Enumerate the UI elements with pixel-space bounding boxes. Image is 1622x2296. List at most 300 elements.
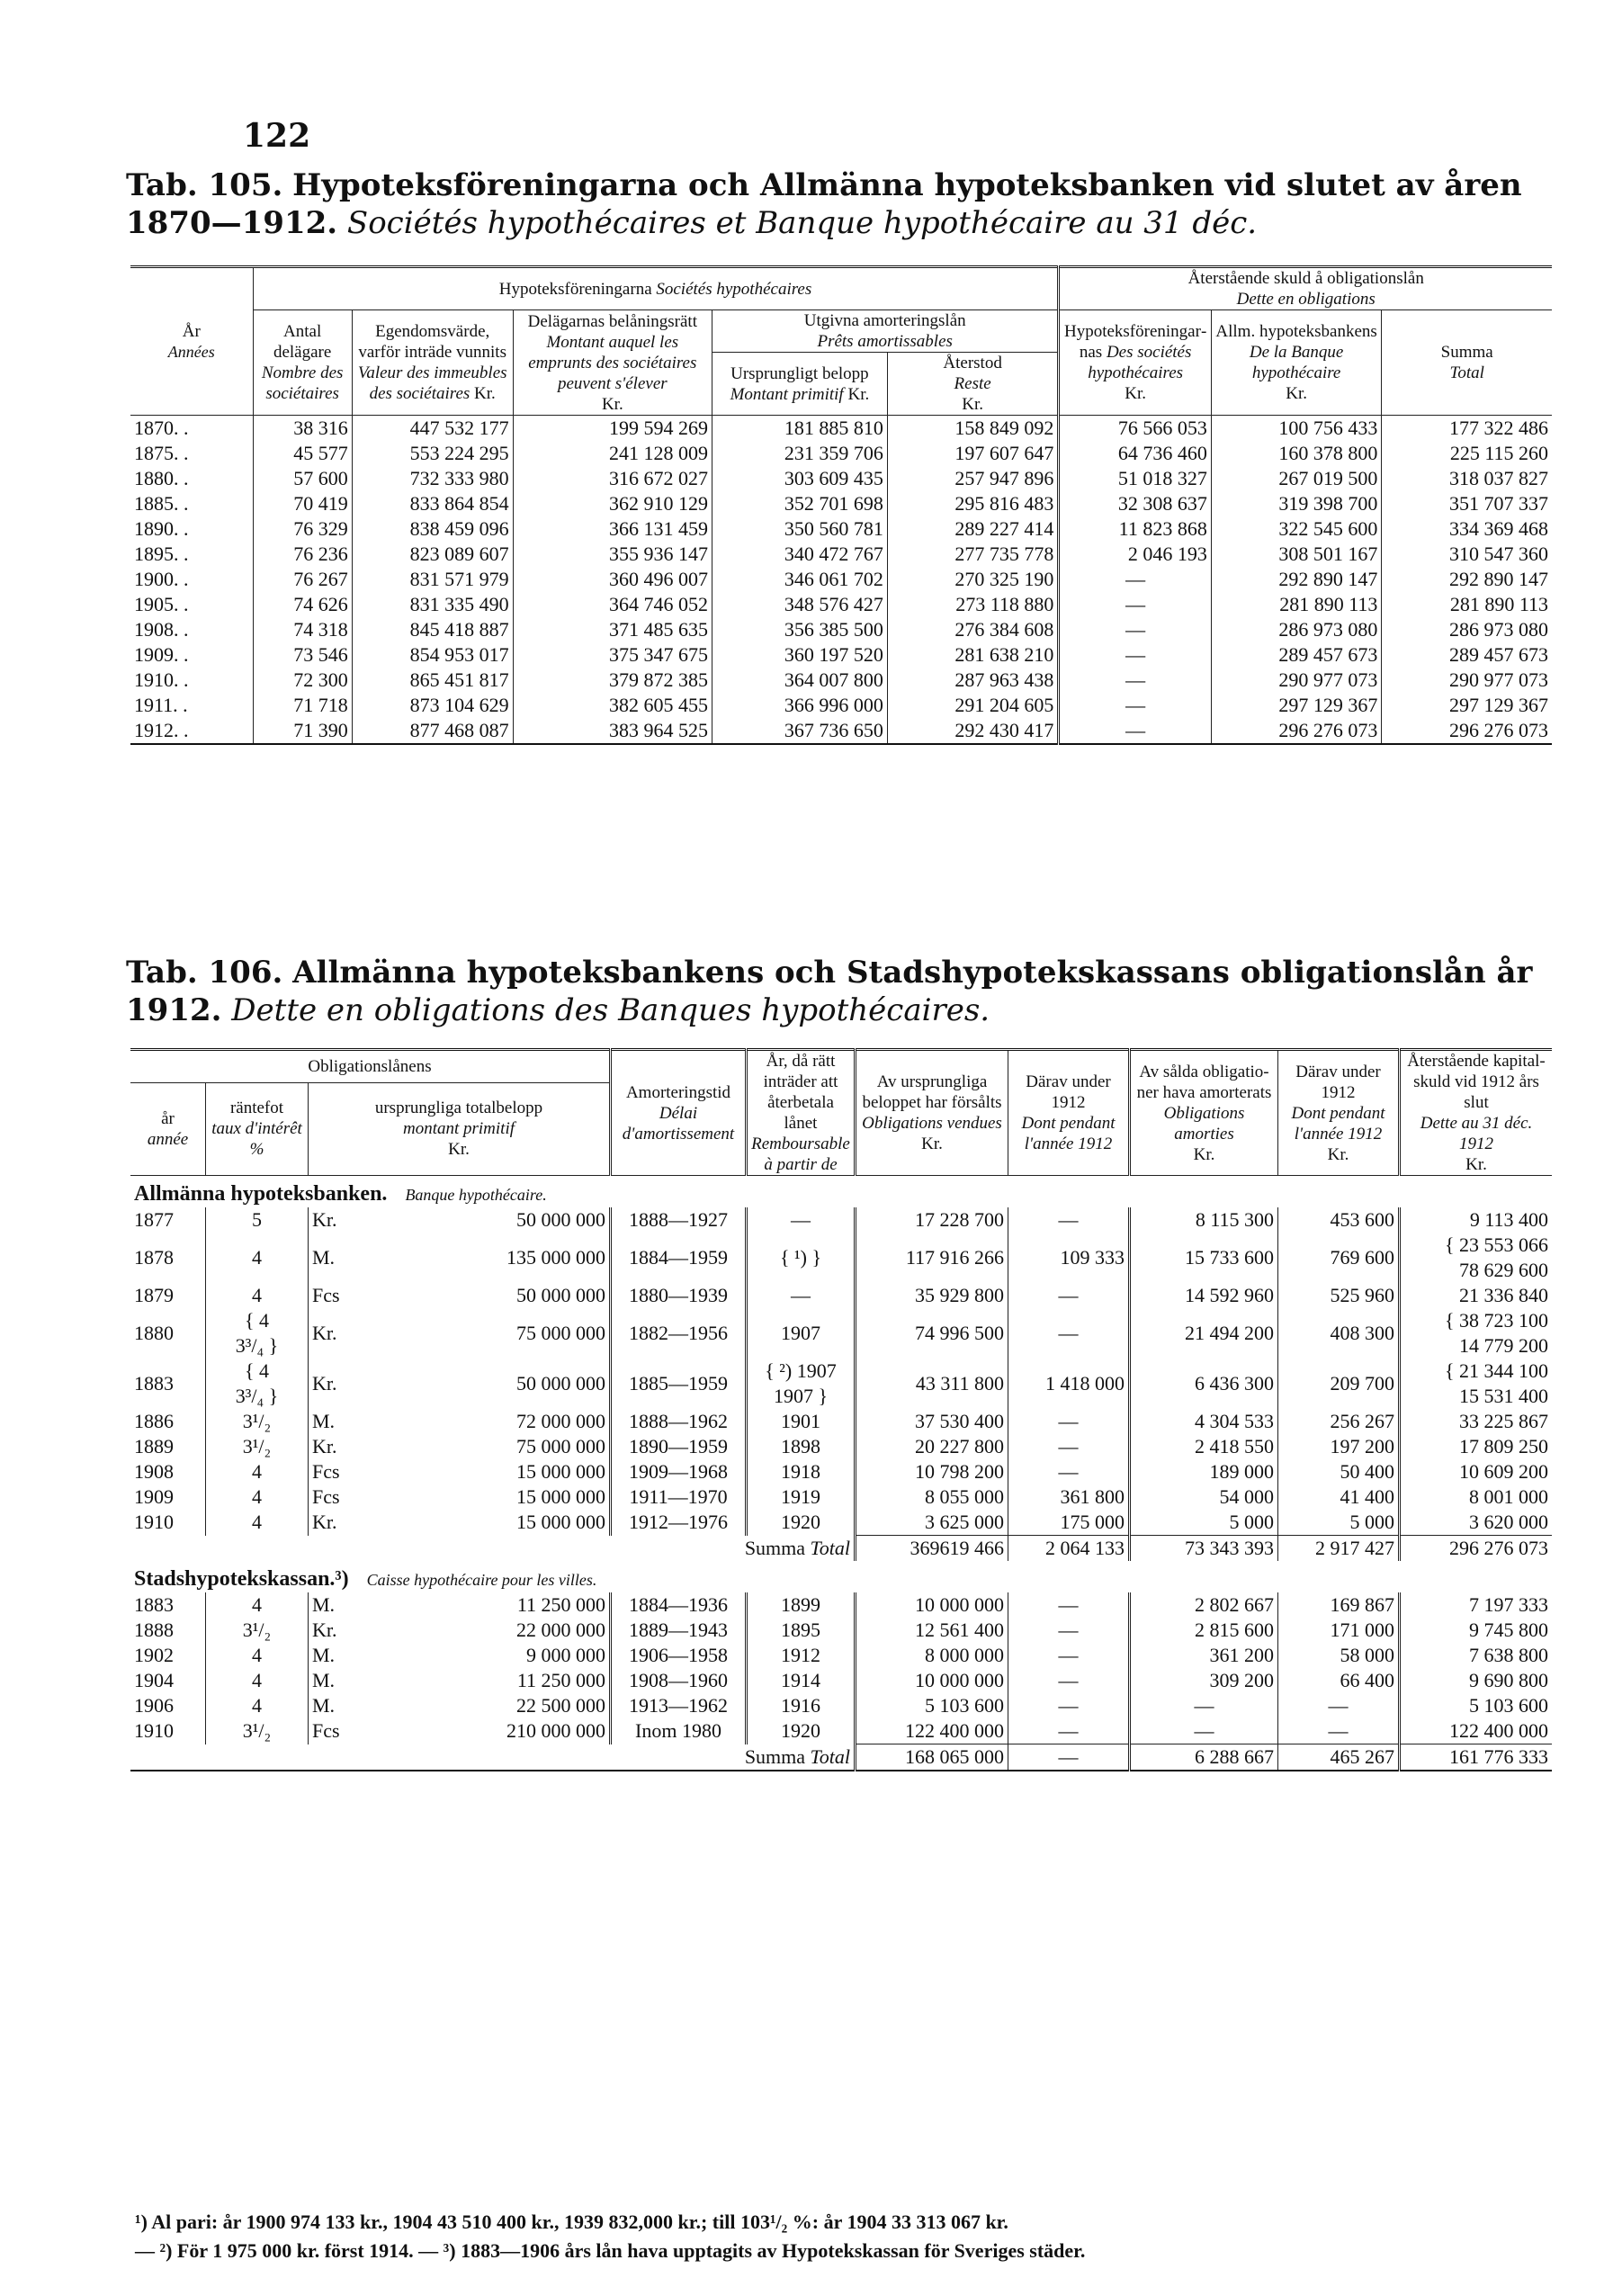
table-row [130, 642, 1552, 668]
remaining-cell [1400, 1233, 1553, 1283]
bank-debt-cell: 100 756 433 [1211, 416, 1382, 442]
credit-cell: 199 594 269 [513, 416, 712, 442]
sum-cell: 465 267 [1278, 1744, 1400, 1771]
redeem-cell: 1920 [747, 1718, 856, 1744]
sold-1912-cell: — [1008, 1308, 1130, 1359]
orig-cell: 356 385 500 [712, 617, 887, 642]
members-cell: 72 300 [253, 668, 352, 693]
credit-cell: 375 347 675 [513, 642, 712, 668]
year-cell: 1886 [134, 1410, 174, 1432]
col-credit: Delägarnas belåningsrätt Montant auquel les emprunts des sociétaires peuvent s'élever Kr. [513, 310, 712, 416]
total-cell: 286 973 080 [1382, 617, 1552, 642]
table-106-body [130, 1176, 1552, 1771]
table-row [130, 1592, 1552, 1618]
col-of1912b: Därav under 1912 Dont pendant l'année 1912 Kr. [1278, 1050, 1400, 1176]
members-cell: 71 390 [253, 718, 352, 744]
amortized-cell: 14 592 960 [1130, 1283, 1278, 1308]
sold-1912-cell: 1 418 000 [1008, 1359, 1130, 1409]
value-cell: 877 468 087 [352, 718, 513, 744]
table-row [130, 1618, 1552, 1643]
amortized-1912-cell: 5 000 [1278, 1510, 1400, 1536]
redeem-cell [747, 1359, 856, 1409]
rem-cell: 291 204 605 [887, 693, 1059, 718]
year-cell: 1909. . [134, 643, 189, 666]
orig-amount-cell: 50 000 000 [516, 1372, 605, 1395]
sold-cell: 12 561 400 [856, 1618, 1008, 1643]
currency-cell: Fcs [309, 1484, 383, 1510]
remaining-cell-line: 14 779 200 [1459, 1334, 1548, 1357]
rate-cell: 3¹/₂ [206, 1718, 309, 1744]
orig-amount-cell: 50 000 000 [516, 1284, 605, 1306]
redeem-cell: — [747, 1207, 856, 1233]
redeem-cell: 1920 [747, 1510, 856, 1536]
rem-cell: 276 384 608 [887, 617, 1059, 642]
members-cell: 70 419 [253, 491, 352, 516]
sold-1912-cell: — [1008, 1283, 1130, 1308]
year-cell: 1912. . [134, 719, 189, 741]
remaining-cell-line: { 38 723 100 [1444, 1309, 1548, 1332]
credit-cell: 364 746 052 [513, 592, 712, 617]
amortized-cell: 2 815 600 [1130, 1618, 1278, 1643]
currency-cell: Fcs [309, 1459, 383, 1484]
tab105-heading [126, 166, 1556, 242]
table-105-body [130, 416, 1552, 745]
rate-cell: 4 [206, 1283, 309, 1308]
orig-cell: 340 472 767 [712, 542, 887, 567]
members-cell: 74 318 [253, 617, 352, 642]
value-cell: 732 333 980 [352, 466, 513, 491]
col-orig-106: ursprungliga totalbelopp montant primitif Kr. [309, 1082, 611, 1175]
amort-period-cell: 1906—1958 [611, 1643, 747, 1668]
sum-cell: 2 917 427 [1278, 1536, 1400, 1562]
amortized-1912-cell: 41 400 [1278, 1484, 1400, 1510]
table-row [130, 617, 1552, 642]
sum-cell: 296 276 073 [1400, 1536, 1553, 1562]
amortized-1912-cell: — [1278, 1693, 1400, 1718]
orig-cell: 348 576 427 [712, 592, 887, 617]
bank-debt-cell: 160 378 800 [1211, 441, 1382, 466]
amortized-cell: 15 733 600 [1130, 1233, 1278, 1283]
table-row [130, 516, 1552, 542]
members-cell: 57 600 [253, 466, 352, 491]
bank-debt-cell: 319 398 700 [1211, 491, 1382, 516]
section-title: Stadshypotekskassan.³) [134, 1567, 349, 1591]
amortized-cell: 309 200 [1130, 1668, 1278, 1693]
sum-row [130, 1536, 1552, 1562]
credit-cell: 371 485 635 [513, 617, 712, 642]
bank-debt-cell: 297 129 367 [1211, 693, 1382, 718]
bank-debt-cell: 289 457 673 [1211, 642, 1382, 668]
group-loans-106: Obligationslånens [130, 1050, 611, 1083]
rate-cell: 4 [206, 1510, 309, 1536]
redeem-cell: 1898 [747, 1434, 856, 1459]
orig-amount-cell: 135 000 000 [506, 1246, 605, 1269]
table-row [130, 1434, 1552, 1459]
table-row [130, 1668, 1552, 1693]
credit-cell: 241 128 009 [513, 441, 712, 466]
currency-cell: Kr. [309, 1308, 383, 1359]
currency-cell: Kr. [309, 1207, 383, 1233]
rate-cell: 4 [206, 1693, 309, 1718]
sold-1912-cell: — [1008, 1618, 1130, 1643]
rem-cell: 287 963 438 [887, 668, 1059, 693]
orig-cell: 360 197 520 [712, 642, 887, 668]
rate-cell: 5 [206, 1207, 309, 1233]
rem-cell: 281 638 210 [887, 642, 1059, 668]
total-cell: 290 977 073 [1382, 668, 1552, 693]
year-cell: 1908. . [134, 618, 189, 641]
tab106-heading [126, 954, 1556, 1029]
year-cell: 1880. . [134, 467, 189, 489]
total-cell: 310 547 360 [1382, 542, 1552, 567]
currency-cell: Kr. [309, 1359, 383, 1409]
col-year-106: år année [147, 1108, 189, 1149]
sum-row [130, 1744, 1552, 1771]
section-title-fr: Caisse hypothécaire pour les villes. [366, 1571, 597, 1589]
sum-label [130, 1536, 856, 1562]
rate-cell [206, 1359, 309, 1409]
amortized-cell: 361 200 [1130, 1643, 1278, 1668]
table-row [130, 441, 1552, 466]
value-cell: 854 953 017 [352, 642, 513, 668]
section-allmanna: Allmänna hypoteksbanken. Banque hypothécaire. [134, 1182, 547, 1206]
sold-1912-cell: 109 333 [1008, 1233, 1130, 1283]
sum-cell: 369619 466 [856, 1536, 1008, 1562]
amortized-cell: 54 000 [1130, 1484, 1278, 1510]
year-cell: 1870. . [134, 417, 189, 439]
total-cell: 296 276 073 [1382, 718, 1552, 744]
amortized-1912-cell: 66 400 [1278, 1668, 1400, 1693]
amort-period-cell: 1889—1943 [611, 1618, 747, 1643]
orig-amount-cell: 15 000 000 [516, 1511, 605, 1534]
year-cell: 1910 [134, 1511, 174, 1534]
amort-period-cell: 1908—1960 [611, 1668, 747, 1693]
table-row [130, 693, 1552, 718]
col-rem: Återstod Reste Kr. [887, 353, 1059, 416]
rem-cell: 295 816 483 [887, 491, 1059, 516]
rem-cell: 289 227 414 [887, 516, 1059, 542]
sum-cell: — [1008, 1744, 1130, 1771]
redeem-cell: { ¹) } [747, 1233, 856, 1283]
currency-cell: Kr. [309, 1618, 383, 1643]
amortized-cell: 5 000 [1130, 1510, 1278, 1536]
total-cell: 289 457 673 [1382, 642, 1552, 668]
sold-cell: 35 929 800 [856, 1283, 1008, 1308]
credit-cell: 360 496 007 [513, 567, 712, 592]
total-cell: 318 037 827 [1382, 466, 1552, 491]
rate-cell: 4 [206, 1668, 309, 1693]
soc-debt-cell: 76 566 053 [1059, 416, 1211, 442]
sold-1912-cell: — [1008, 1693, 1130, 1718]
amortized-cell: 6 436 300 [1130, 1359, 1278, 1409]
soc-debt-cell: — [1059, 617, 1211, 642]
table-row [130, 542, 1552, 567]
section-stadshypotek [130, 1561, 1552, 1592]
tab105-subtitle: Sociétés hypothécaires et Banque hypothécaire au 31 déc. [346, 205, 1258, 241]
tab106-subtitle: Dette en obligations des Banques hypothécaires. [231, 992, 990, 1028]
remaining-cell: 5 103 600 [1400, 1693, 1553, 1718]
col-members: Antal delägare Nombre des sociétaires [253, 310, 352, 416]
redeem-cell-line: 1907 } [773, 1385, 829, 1407]
members-cell: 73 546 [253, 642, 352, 668]
sold-cell: 8 000 000 [856, 1643, 1008, 1668]
soc-debt-cell: — [1059, 567, 1211, 592]
orig-amount-cell: 15 000 000 [516, 1485, 605, 1508]
sold-1912-cell: — [1008, 1434, 1130, 1459]
amortized-cell: 2 418 550 [1130, 1434, 1278, 1459]
total-cell: 292 890 147 [1382, 567, 1552, 592]
rate-cell-line: { 4 [244, 1309, 270, 1332]
year-cell: 1883 [134, 1593, 174, 1616]
rem-cell: 197 607 647 [887, 441, 1059, 466]
remaining-cell: 122 400 000 [1400, 1718, 1553, 1744]
year-cell: 1904 [134, 1669, 174, 1691]
credit-cell: 355 936 147 [513, 542, 712, 567]
sum-cell: 6 288 667 [1130, 1744, 1278, 1771]
sold-1912-cell: 361 800 [1008, 1484, 1130, 1510]
rem-cell: 158 849 092 [887, 416, 1059, 442]
remaining-cell: 8 001 000 [1400, 1484, 1553, 1510]
year-cell: 1905. . [134, 593, 189, 615]
members-cell: 45 577 [253, 441, 352, 466]
col-redeem: År, då rätt inträder att återbetala lånet Remboursable à partir de [747, 1050, 856, 1176]
table-row [130, 668, 1552, 693]
col-total: Summa Total [1382, 310, 1552, 416]
amortized-1912-cell: 769 600 [1278, 1233, 1400, 1283]
table-106 [130, 1048, 1552, 1771]
soc-debt-cell: 64 736 460 [1059, 441, 1211, 466]
redeem-cell-line: { ²) 1907 [765, 1359, 837, 1382]
col-soc: Hypoteksföreningarnas Des sociétés hypothécaires Kr. [1059, 310, 1211, 416]
soc-debt-cell: — [1059, 592, 1211, 617]
bank-debt-cell: 296 276 073 [1211, 718, 1382, 744]
redeem-cell: 1918 [747, 1459, 856, 1484]
currency-cell: M. [309, 1668, 383, 1693]
sum-label-fr: Total [810, 1536, 850, 1559]
amort-period-cell: 1884—1959 [611, 1233, 747, 1283]
year-cell: 1889 [134, 1435, 174, 1457]
amort-period-cell: 1890—1959 [611, 1434, 747, 1459]
currency-cell: M. [309, 1693, 383, 1718]
remaining-cell: 21 336 840 [1400, 1283, 1553, 1308]
sum-label-sv: Summa [744, 1744, 811, 1768]
bank-debt-cell: 290 977 073 [1211, 668, 1382, 693]
year-cell: 1883 [134, 1372, 174, 1395]
footnote-2: — ²) För 1 975 000 kr. först 1914. — ³) 1883—1906 års lån hava upptagits av Hypotekskassan för Sveriges städer. [135, 2239, 1086, 2262]
col-amort: Amorteringstid Délai d'amortissement [611, 1050, 747, 1176]
members-cell: 76 236 [253, 542, 352, 567]
redeem-cell: — [747, 1283, 856, 1308]
year-cell: 1909 [134, 1485, 174, 1508]
rate-cell: 4 [206, 1643, 309, 1668]
amortized-1912-cell: 209 700 [1278, 1359, 1400, 1409]
amortized-cell: — [1130, 1718, 1278, 1744]
year-cell: 1890. . [134, 517, 189, 540]
sold-cell: 117 916 266 [856, 1233, 1008, 1283]
rate-cell: 4 [206, 1592, 309, 1618]
amort-period-cell: 1913—1962 [611, 1693, 747, 1718]
soc-debt-cell: — [1059, 693, 1211, 718]
amortized-1912-cell: 197 200 [1278, 1434, 1400, 1459]
group-debt: Återstående skuld å obligationslån Dette en obligations [1059, 267, 1552, 310]
credit-cell: 316 672 027 [513, 466, 712, 491]
remaining-cell: 7 197 333 [1400, 1592, 1553, 1618]
tab105-title: Hypoteksföreningarna och Allmänna hypoteksbanken vid slutet av åren 1870—1912. [126, 167, 1522, 241]
orig-cell: 231 359 706 [712, 441, 887, 466]
value-cell: 873 104 629 [352, 693, 513, 718]
rate-cell-line: 3³/₄ } [235, 1334, 279, 1357]
table-row [130, 1308, 1552, 1359]
table-row [130, 1233, 1552, 1283]
total-cell: 281 890 113 [1382, 592, 1552, 617]
orig-amount-cell: 72 000 000 [516, 1410, 605, 1432]
soc-debt-cell: 32 308 637 [1059, 491, 1211, 516]
amort-period-cell: 1888—1927 [611, 1207, 747, 1233]
members-cell: 71 718 [253, 693, 352, 718]
year-cell: 1902 [134, 1644, 174, 1666]
redeem-cell: 1901 [747, 1409, 856, 1434]
amortized-1912-cell: 58 000 [1278, 1643, 1400, 1668]
currency-cell: Kr. [309, 1434, 383, 1459]
sold-cell: 17 228 700 [856, 1207, 1008, 1233]
amortized-cell: 189 000 [1130, 1459, 1278, 1484]
table-105 [130, 265, 1552, 745]
currency-cell: M. [309, 1643, 383, 1668]
sum-cell: 168 065 000 [856, 1744, 1008, 1771]
amort-period-cell: 1885—1959 [611, 1359, 747, 1409]
col-remaining: Återstående kapitalskuld vid 1912 års slut Dette au 31 déc. 1912 Kr. [1400, 1050, 1553, 1176]
total-cell: 351 707 337 [1382, 491, 1552, 516]
rate-cell-line: 3³/₄ } [235, 1385, 279, 1407]
sum-label-fr: Total [810, 1744, 850, 1768]
currency-cell: Fcs [309, 1283, 383, 1308]
rate-cell: 3¹/₂ [206, 1409, 309, 1434]
soc-debt-cell: 51 018 327 [1059, 466, 1211, 491]
year-cell: 1885. . [134, 492, 189, 515]
currency-cell: M. [309, 1592, 383, 1618]
sold-cell: 43 311 800 [856, 1359, 1008, 1409]
orig-amount-cell: 50 000 000 [516, 1208, 605, 1231]
group-societies: Hypoteksföreningarna Sociétés hypothécaires [253, 267, 1059, 310]
redeem-cell: 1907 [747, 1308, 856, 1359]
col-rate: räntefot taux d'intérêt % [206, 1082, 309, 1175]
bank-debt-cell: 281 890 113 [1211, 592, 1382, 617]
orig-amount-cell: 22 000 000 [516, 1619, 605, 1641]
rate-cell-line: { 4 [244, 1359, 270, 1382]
table-row [130, 416, 1552, 442]
sum-cell: 2 064 133 [1008, 1536, 1130, 1562]
orig-cell: 366 996 000 [712, 693, 887, 718]
amortized-1912-cell: 50 400 [1278, 1459, 1400, 1484]
value-cell: 823 089 607 [352, 542, 513, 567]
redeem-cell: 1912 [747, 1643, 856, 1668]
col-of1912: Därav under 1912 Dont pendant l'année 1912 [1008, 1050, 1130, 1176]
sold-cell: 10 798 200 [856, 1459, 1008, 1484]
sold-cell: 37 530 400 [856, 1409, 1008, 1434]
orig-cell: 346 061 702 [712, 567, 887, 592]
remaining-cell: 17 809 250 [1400, 1434, 1553, 1459]
total-cell: 225 115 260 [1382, 441, 1552, 466]
group-loans: Utgivna amorteringslån Prêts amortissables [712, 310, 1058, 353]
table-row [130, 1207, 1552, 1233]
credit-cell: 382 605 455 [513, 693, 712, 718]
value-cell: 838 459 096 [352, 516, 513, 542]
remaining-cell: 9 745 800 [1400, 1618, 1553, 1643]
credit-cell: 383 964 525 [513, 718, 712, 744]
year-cell: 1877 [134, 1208, 174, 1231]
tab106-label: Tab. 106. [126, 955, 283, 991]
soc-debt-cell: — [1059, 642, 1211, 668]
bank-debt-cell: 267 019 500 [1211, 466, 1382, 491]
sold-1912-cell: — [1008, 1643, 1130, 1668]
remaining-cell: 7 638 800 [1400, 1643, 1553, 1668]
soc-debt-cell: — [1059, 668, 1211, 693]
remaining-cell: 33 225 867 [1400, 1409, 1553, 1434]
rem-cell: 257 947 896 [887, 466, 1059, 491]
credit-cell: 362 910 129 [513, 491, 712, 516]
remaining-cell [1400, 1308, 1553, 1359]
members-cell: 38 316 [253, 416, 352, 442]
sold-1912-cell: — [1008, 1207, 1130, 1233]
amortized-1912-cell: — [1278, 1718, 1400, 1744]
amort-period-cell: 1911—1970 [611, 1484, 747, 1510]
table-row [130, 718, 1552, 744]
amortized-1912-cell: 453 600 [1278, 1207, 1400, 1233]
orig-cell: 367 736 650 [712, 718, 887, 744]
value-cell: 845 418 887 [352, 617, 513, 642]
year-cell: 1880 [134, 1322, 174, 1344]
value-cell: 553 224 295 [352, 441, 513, 466]
rate-cell [206, 1308, 309, 1359]
sold-1912-cell: — [1008, 1668, 1130, 1693]
table-row [130, 567, 1552, 592]
amortized-1912-cell: 525 960 [1278, 1283, 1400, 1308]
soc-debt-cell: — [1059, 718, 1211, 744]
amortized-cell: 2 802 667 [1130, 1592, 1278, 1618]
amortized-1912-cell: 256 267 [1278, 1409, 1400, 1434]
value-cell: 831 335 490 [352, 592, 513, 617]
orig-cell: 303 609 435 [712, 466, 887, 491]
remaining-cell: 9 113 400 [1400, 1207, 1553, 1233]
sold-cell: 74 996 500 [856, 1308, 1008, 1359]
rate-cell: 3¹/₂ [206, 1618, 309, 1643]
amortized-cell: 8 115 300 [1130, 1207, 1278, 1233]
currency-cell: M. [309, 1409, 383, 1434]
currency-cell: M. [309, 1233, 383, 1283]
sold-1912-cell: — [1008, 1718, 1130, 1744]
year-cell: 1910 [134, 1719, 174, 1743]
sum-label [130, 1744, 856, 1771]
orig-cell: 352 701 698 [712, 491, 887, 516]
orig-amount-cell: 15 000 000 [516, 1460, 605, 1483]
remaining-cell [1400, 1359, 1553, 1409]
bank-debt-cell: 322 545 600 [1211, 516, 1382, 542]
credit-cell: 366 131 459 [513, 516, 712, 542]
members-cell: 76 329 [253, 516, 352, 542]
orig-amount-cell: 22 500 000 [516, 1694, 605, 1717]
col-value: Egendomsvärde, varför inträde vunnits Valeur des immeubles des sociétaires Kr. [352, 310, 513, 416]
table-row [130, 1643, 1552, 1668]
orig-cell: 350 560 781 [712, 516, 887, 542]
year-cell: 1910. . [134, 668, 189, 691]
redeem-cell: 1899 [747, 1592, 856, 1618]
sum-cell: 161 776 333 [1400, 1744, 1553, 1771]
orig-amount-cell: 9 000 000 [526, 1644, 605, 1666]
amort-period-cell: 1912—1976 [611, 1510, 747, 1536]
sold-cell: 10 000 000 [856, 1668, 1008, 1693]
rem-cell: 270 325 190 [887, 567, 1059, 592]
sold-1912-cell: — [1008, 1459, 1130, 1484]
